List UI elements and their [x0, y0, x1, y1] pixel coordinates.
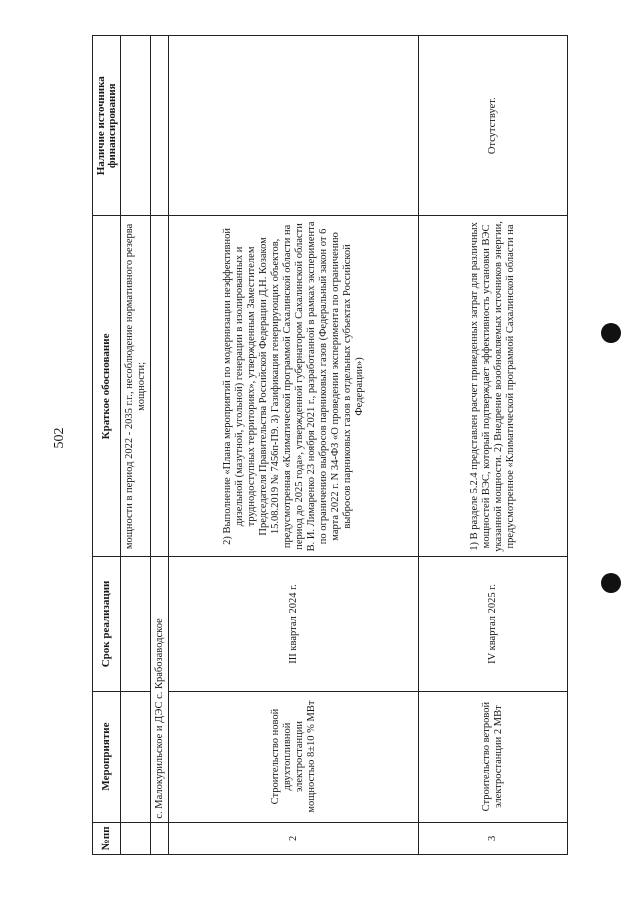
header-event: Мероприятие [93, 691, 121, 822]
section-funding [151, 36, 169, 217]
section-label: с. Малокурильское и ДЭС с. Крабозаводское [151, 557, 169, 822]
row-deadline: IV квартал 2025 г. [418, 557, 567, 691]
cont-event [121, 691, 151, 822]
section-num [151, 822, 169, 854]
row-justification: 1) В разделе 5.2.4 представлен расчет приведенных затрат для различных мощностей ВЭС, который подтверждает эффективность установки ВЭС указанной мощности. 2) Внедрение возобновляемых источников энергии, предусмотренное «Климатической программой Сахалинской области на [418, 216, 567, 557]
cont-funding [121, 36, 151, 217]
row-num: 3 [418, 822, 567, 854]
page-number: 502 [52, 427, 67, 449]
header-num: №пп [93, 822, 121, 854]
rotated-table-wrapper [92, 35, 568, 855]
row-event: Строительство ветровой электростанции 2 МВт [418, 691, 567, 822]
header-row [93, 36, 121, 855]
row-event: Строительство новой двухтопливной электростанции мощностью 8±10 % МВт [169, 691, 419, 822]
punch-hole-bottom [601, 573, 621, 593]
cont-justification: мощности в период 2022 - 2035 г.г., несоблюдение нормативного резерва мощности; [121, 216, 151, 557]
header-justification: Краткое обоснование [93, 216, 121, 557]
continuation-row [121, 36, 151, 855]
row-num: 2 [169, 822, 419, 854]
table-row [169, 36, 419, 855]
header-deadline: Срок реализации [93, 557, 121, 691]
header-funding: Наличие источника финансирования [93, 36, 121, 217]
section-justification [151, 216, 169, 557]
section-row [151, 36, 169, 855]
table-row [418, 36, 567, 855]
row-funding [169, 36, 419, 217]
measures-table [92, 35, 568, 855]
cont-deadline [121, 557, 151, 691]
row-deadline: III квартал 2024 г. [169, 557, 419, 691]
cont-num [121, 822, 151, 854]
punch-hole-top [601, 323, 621, 343]
row-justification: 2) Выполнение «Плана мероприятий по модернизации неэффективной дизельной (мазутной, угольной) генерации в изолированных и труднодоступных территориях», утвержденным Заместителем Председателя Правительства Российской Федерации Д.Н. Козаком 15.08.2019 № 7456п-П9. 3) Газификация генерирующих объектов, предусмотренная «Климатической программой Сахалинской области на период до 2025 года», утвержденной губернатором Сахалинской области В. И. Лимаренко 23 ноября 2021 г., разработанной в рамках эксперимента по ограничению выбросов парниковых газов (Федеральный закон от 6 марта 2022 г. N 34-ФЗ «О проведении эксперимента по ограничению выбросов парниковых газов в отдельных субъектах Российской Федерации») [169, 216, 419, 557]
row-funding: Отсутствует. [418, 36, 567, 217]
